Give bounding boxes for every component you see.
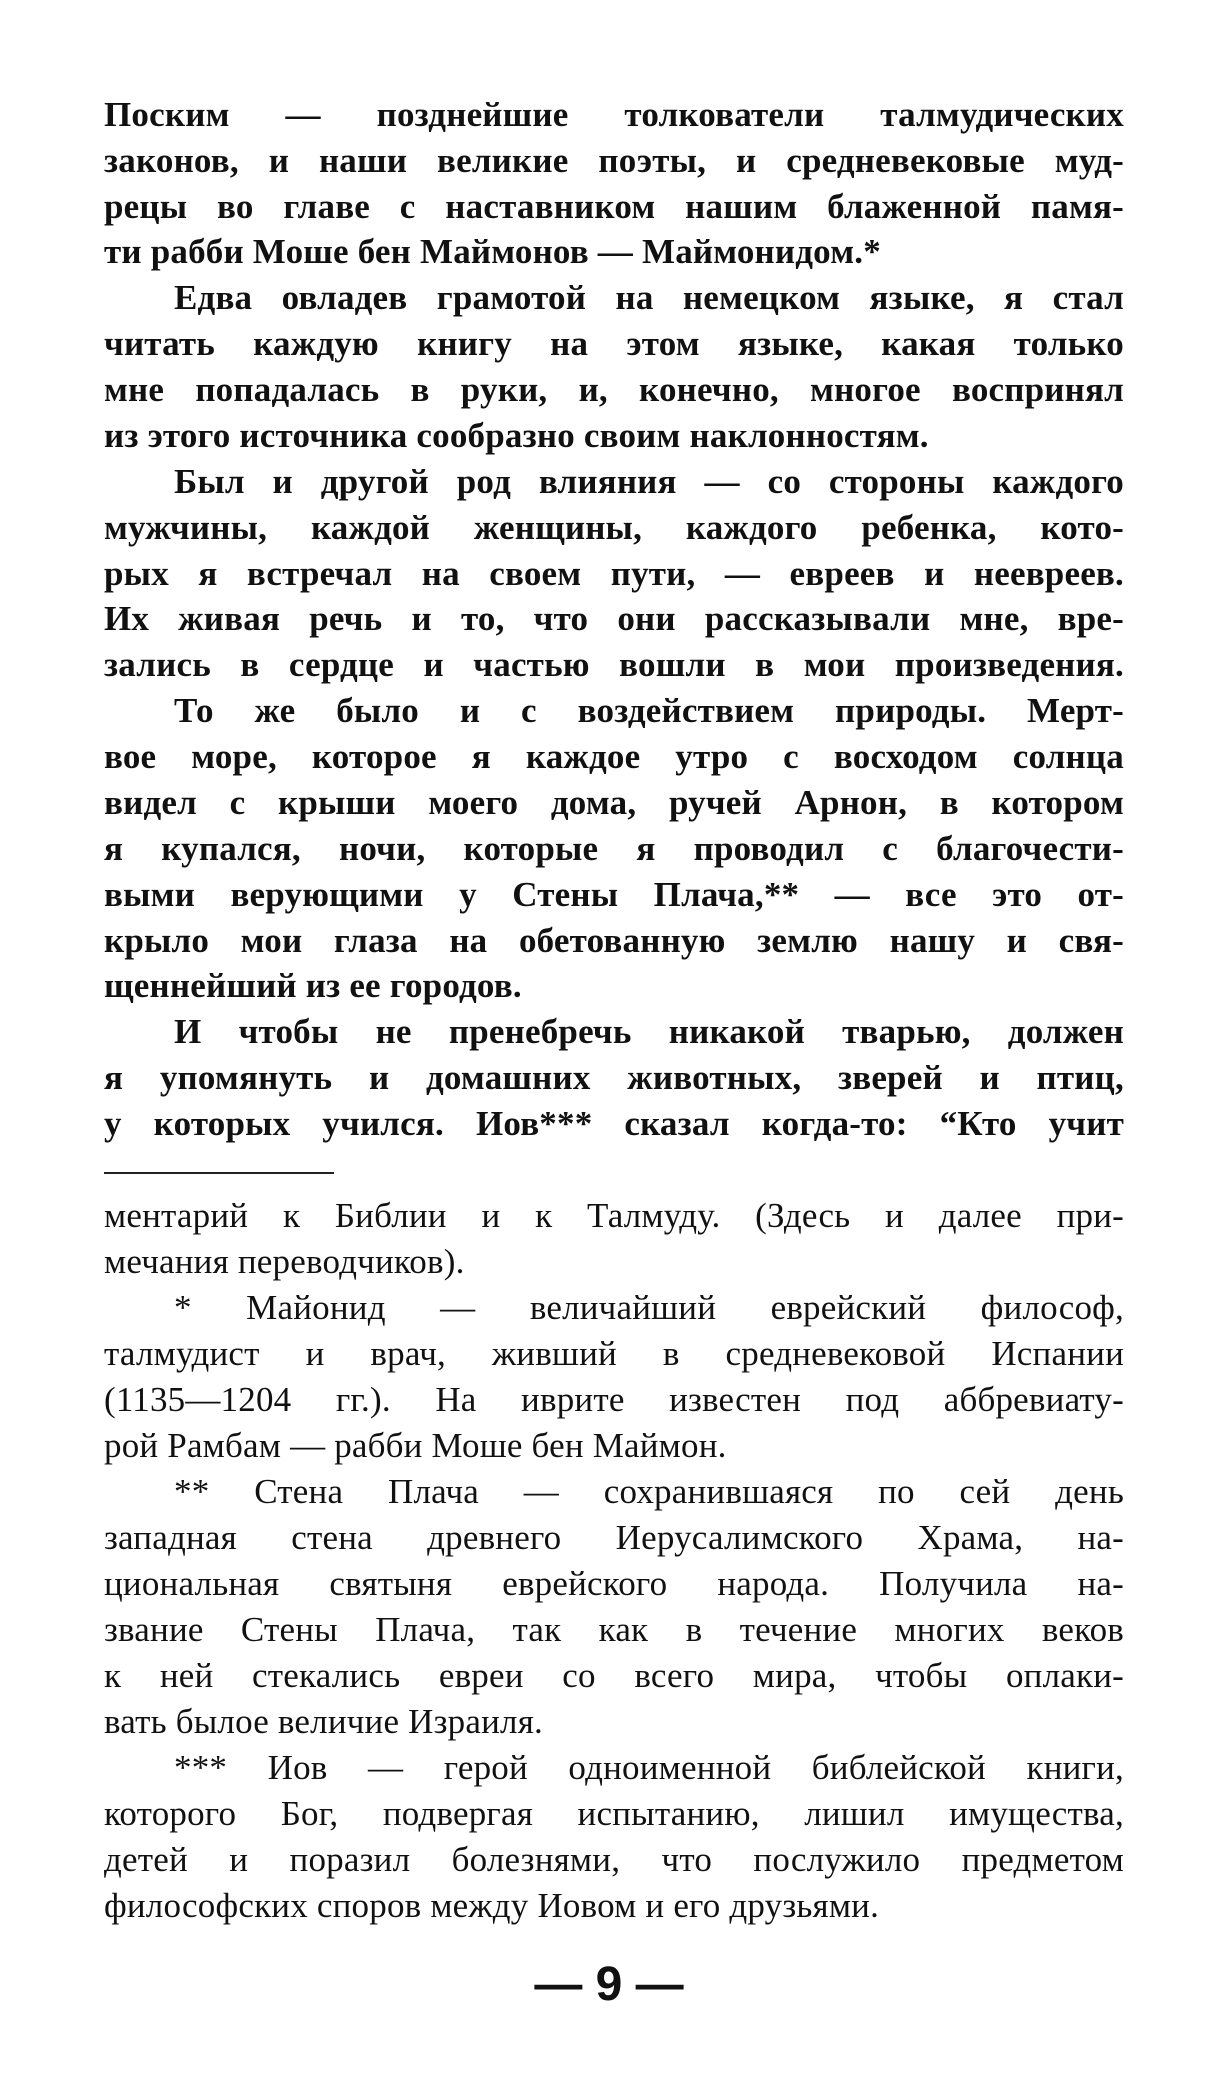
footnote-line: вать былое величие Израиля. [104, 1702, 543, 1741]
footnote-line: философских споров между Иовом и его друзьями. [104, 1886, 880, 1925]
body-line: выми верующими у Стены Плача,** — все это от- [104, 875, 1124, 914]
body-line: законов, и наши великие поэты, и средневековые муд- [104, 141, 1124, 180]
footnote-line: мечания переводчиков). [104, 1242, 465, 1281]
body-line: крыло мои глаза на обетованную землю нашу и свя- [104, 921, 1124, 960]
footnote-line: циональная святыня еврейского народа. Получила на- [104, 1564, 1124, 1603]
body-line: я упомянуть и домашних животных, зверей и птиц, [104, 1058, 1124, 1097]
footnote-line: которого Бог, подвергая испытанию, лишил имущества, [104, 1794, 1124, 1833]
body-line: щеннейший из ее городов. [104, 966, 522, 1005]
body-line: То же было и с воздействием природы. Мерт- [174, 691, 1124, 730]
footnote-divider [104, 1172, 334, 1174]
body-line: Поским — позднейшие толкователи талмудических [104, 95, 1124, 134]
body-line: Едва овладев грамотой на немецком языке, я стал [174, 278, 1124, 317]
body-line: я купался, ночи, которые я проводил с благочести- [104, 829, 1124, 868]
footnote-line: звание Стены Плача, так как в течение многих веков [104, 1610, 1124, 1649]
footnote-line: детей и поразил болезнями, что послужило предметом [104, 1840, 1124, 1879]
body-line: ти рабби Моше бен Маймонов — Маймонидом.* [104, 232, 881, 271]
footnote-line: ** Стена Плача — сохранившаяся по сей день [174, 1472, 1124, 1511]
page-number: — 9 — [534, 1958, 684, 2011]
body-line: видел с крыши моего дома, ручей Арнон, в котором [104, 783, 1124, 822]
footnote-line: ментарий к Библии и к Талмуду. (Здесь и далее при- [104, 1196, 1124, 1235]
body-line: из этого источника сообразно своим наклонностям. [104, 416, 929, 455]
body-line: рых я встречал на своем пути, — евреев и неевреев. [104, 554, 1124, 593]
footnote-line: к ней стекались евреи со всего мира, чтобы оплаки- [104, 1656, 1124, 1695]
body-line: рецы во главе с наставником нашим блаженной памя- [104, 187, 1124, 226]
body-line: мне попадалась в руки, и, конечно, многое воспринял [104, 370, 1124, 409]
body-line: мужчины, каждой женщины, каждого ребенка, кото- [104, 508, 1124, 547]
footnote-line: (1135—1204 гг.). На иврите известен под аббревиату- [104, 1380, 1124, 1419]
footnote-line: рой Рамбам — рабби Моше бен Маймон. [104, 1426, 727, 1465]
body-line: вое море, которое я каждое утро с восходом солнца [104, 737, 1124, 776]
footnote-line: * Майонид — величайший еврейский философ, [174, 1288, 1124, 1327]
footnote-line: *** Иов — герой одноименной библейской книги, [174, 1748, 1124, 1787]
footnote-line: западная стена древнего Иерусалимского Храма, на- [104, 1518, 1124, 1557]
body-line: читать каждую книгу на этом языке, какая только [104, 324, 1124, 363]
body-line: у которых учился. Иов*** сказал когда-то: “Кто учит [104, 1104, 1124, 1143]
body-line: И чтобы не пренебречь никакой тварью, должен [174, 1012, 1124, 1051]
footnote-line: талмудист и врач, живший в средневековой Испании [104, 1334, 1124, 1373]
body-line: Был и другой род влияния — со стороны каждого [174, 462, 1124, 501]
body-line: зались в сердце и частью вошли в мои произведения. [104, 645, 1124, 684]
body-line: Их живая речь и то, что они рассказывали мне, вре- [104, 599, 1124, 638]
